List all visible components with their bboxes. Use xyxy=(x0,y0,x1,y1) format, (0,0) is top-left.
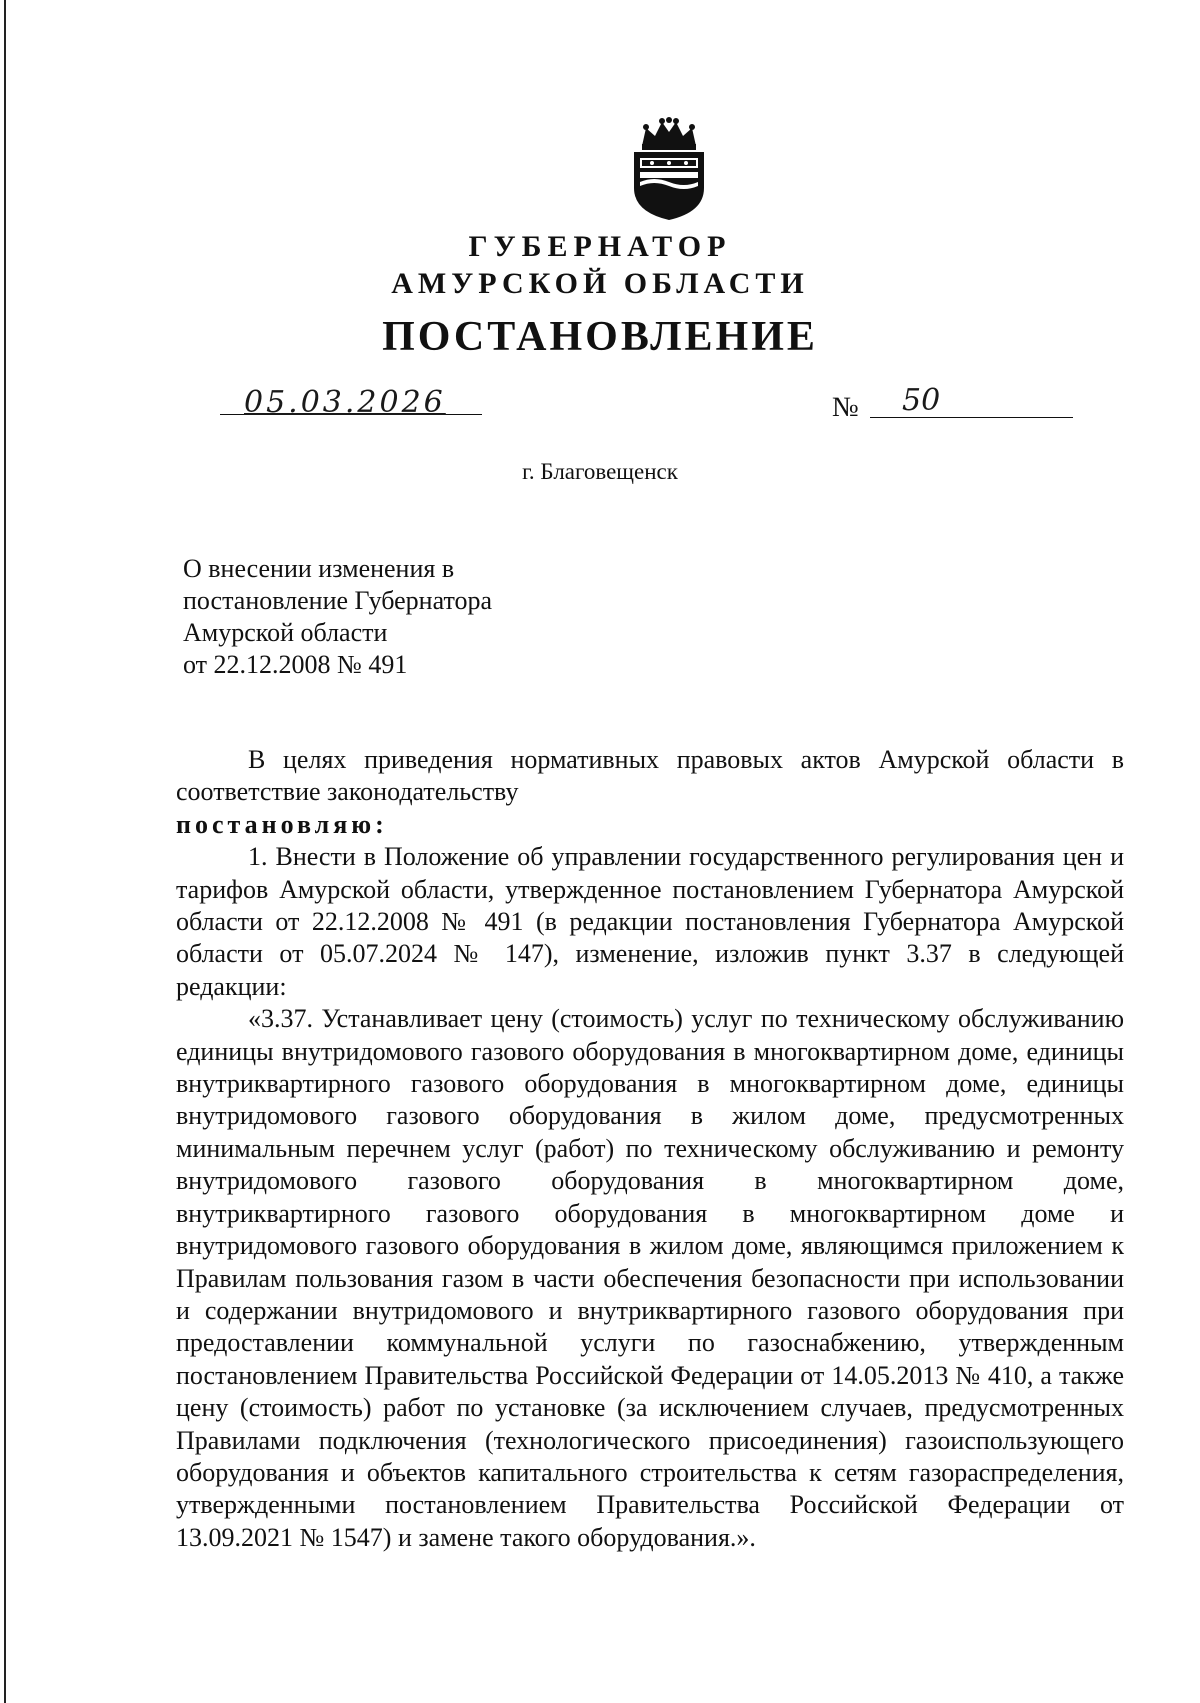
quote-paragraph: «3.37. Устанавливает цену (стоимость) услуг по техническому обслуживанию единицы внутридомового газового оборудования в многоквартирном доме, единицы внутриквартирного газового оборудования в многоквартирном доме, единицы внутридомового газового оборудования в жилом доме, предусмотренных минимальным перечнем услуг (работ) по техническому обслуживанию и ремонту внутридомового газового оборудования в многоквартирном доме, внутриквартирного газового оборудования в многоквартирном доме и внутридомового газового оборудования в жилом доме, являющимся приложением к Правилам пользования газом в части обеспечения безопасности при использовании и содержании внутридомового и внутриквартирного газового оборудования при предоставлении коммунальной услуги по газоснабжению, утвержденным постановлением Правительства Российской Федерации от 14.05.2013 № 410, а также цену (стоимость) работ по установке (за исключением случаев, предусмотренных Правилами подключения (технологического присоединения) газоиспользующего оборудования и объектов капитального строительства к сетям газораспределения, утвержденными постановлением Правительства Российской Федерации от 13.09.2021 № 1547) и замене такого оборудования.». xyxy=(176,1004,1124,1552)
header-title: ГУБЕРНАТОР xyxy=(468,230,732,263)
document-number: 50 xyxy=(902,383,941,418)
city: г. Благовещенск xyxy=(522,459,678,484)
subject-line: О внесении изменения в xyxy=(183,554,455,583)
coat-of-arms-icon xyxy=(628,116,710,222)
preamble-paragraph: В целях приведения нормативных правовых актов Амурской области в соответствие законодательству xyxy=(176,745,1124,807)
document-body xyxy=(176,744,1124,1554)
number-underline xyxy=(870,417,1073,418)
subject-line: Амурской области xyxy=(183,618,388,647)
item-1-paragraph: 1. Внести в Положение об управлении государственного регулирования цен и тарифов Амурской области, утвержденное постановлением Губернатора Амурской области от 22.12.2008 № 491 (в редакции постановления Губернатора Амурской области от 05.07.2024 № 147), изменение, изложив пункт 3.37 в следующей редакции: xyxy=(176,842,1124,1001)
document-type: ПОСТАНОВЛЕНИЕ xyxy=(382,314,818,360)
number-sign: № xyxy=(832,392,859,423)
document-subject xyxy=(183,553,492,681)
document-date: 05.03.2026 xyxy=(244,385,446,420)
subject-line: от 22.12.2008 № 491 xyxy=(183,650,408,679)
header-region: АМУРСКОЙ ОБЛАСТИ xyxy=(391,267,809,300)
subject-line: постановление Губернатора xyxy=(183,586,493,615)
resolve-heading: постановляю: xyxy=(176,809,388,839)
